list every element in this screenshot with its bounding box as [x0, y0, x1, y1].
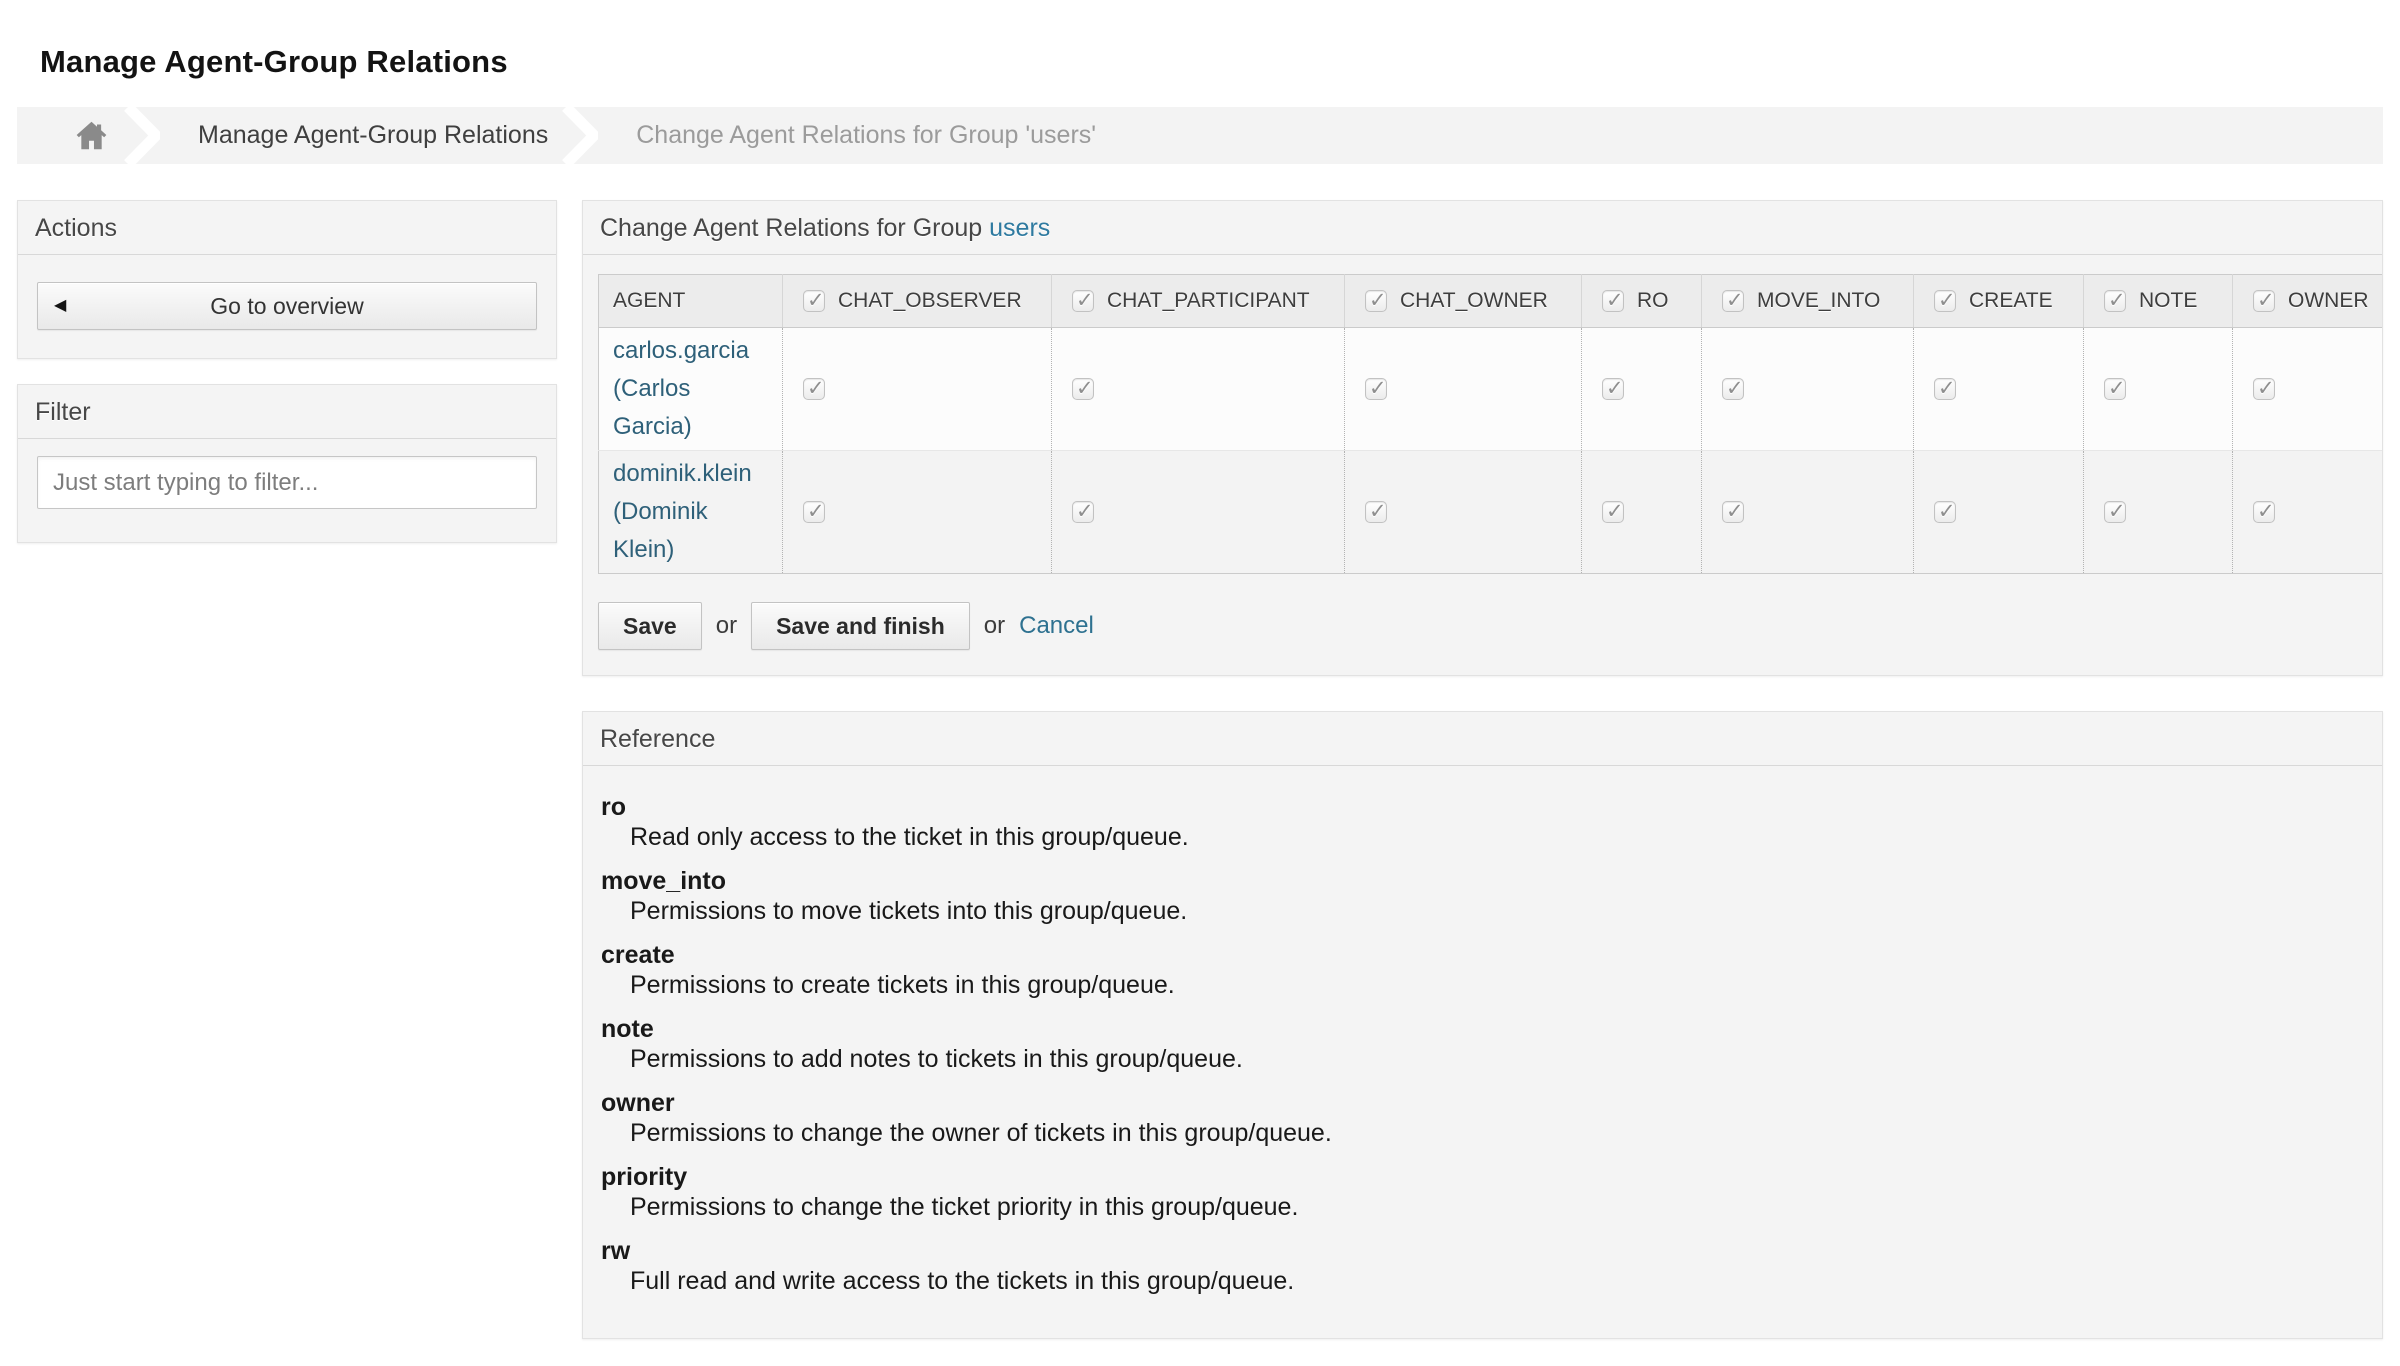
column-checkbox-chat_observer[interactable]: [803, 290, 825, 312]
agent-relations-widget-title: [583, 201, 2382, 255]
reference-description: Read only access to the ticket in this group/queue.: [630, 823, 1189, 851]
filter-input[interactable]: [37, 456, 537, 509]
agent-relations-widget: [582, 200, 2383, 676]
agent-row: [599, 451, 2383, 574]
reference-widget-title: Reference: [583, 712, 2382, 766]
relations-table: [598, 274, 2382, 574]
agent-cell: [599, 328, 783, 451]
column-label: RO: [1637, 289, 1669, 313]
permission-cell: [783, 451, 1052, 574]
permission-cell: [1582, 328, 1702, 451]
breadcrumb-item-manage-relations[interactable]: Manage Agent-Group Relations: [198, 121, 549, 149]
permission-checkbox-chat_owner[interactable]: [1365, 501, 1387, 523]
reference-widget: [582, 711, 2383, 1339]
column-label: OWNER: [2288, 289, 2369, 313]
permission-cell: [1052, 451, 1345, 574]
submit-row: [598, 602, 2382, 650]
permission-cell: [1582, 451, 1702, 574]
reference-description: Permissions to create tickets in this group/queue.: [630, 971, 1175, 999]
column-checkbox-note[interactable]: [2104, 290, 2126, 312]
save-button[interactable]: Save: [598, 602, 702, 650]
agent-relations-widget-body: [583, 255, 2382, 675]
permission-checkbox-create[interactable]: [1934, 378, 1956, 400]
breadcrumb-item-current: Change Agent Relations for Group 'users': [636, 121, 1097, 149]
agent-column-header: AGENT: [599, 275, 783, 328]
column-header-create: [1914, 275, 2084, 328]
reference-list: [601, 792, 2364, 1296]
save-and-finish-button[interactable]: Save and finish: [751, 602, 970, 650]
permission-cell: [1345, 328, 1582, 451]
main-content: [582, 200, 2383, 1339]
column-header-owner: [2233, 275, 2383, 328]
permission-cell: [2233, 451, 2383, 574]
reference-term: note: [601, 1015, 654, 1043]
column-label: CHAT_OWNER: [1400, 289, 1548, 313]
permission-cell: [1914, 328, 2084, 451]
or-text: or: [983, 612, 1006, 639]
column-label: MOVE_INTO: [1757, 289, 1881, 313]
reference-description: Permissions to change the owner of tickets in this group/queue.: [630, 1119, 1332, 1147]
permission-cell: [2084, 328, 2233, 451]
actions-widget-body: [18, 255, 556, 358]
go-to-overview-button[interactable]: [37, 282, 537, 330]
content-area: [17, 200, 2383, 1339]
agent-row: [599, 328, 2383, 451]
column-label: CHAT_PARTICIPANT: [1107, 289, 1310, 313]
column-checkbox-owner[interactable]: [2253, 290, 2275, 312]
relations-table-container: [598, 274, 2382, 574]
permission-checkbox-chat_observer[interactable]: [803, 378, 825, 400]
reference-description: Permissions to move tickets into this group/queue.: [630, 897, 1188, 925]
column-label: CREATE: [1969, 289, 2053, 313]
breadcrumb: [17, 107, 2383, 164]
column-header-chat_owner: [1345, 275, 1582, 328]
permission-checkbox-chat_participant[interactable]: [1072, 501, 1094, 523]
permission-checkbox-ro[interactable]: [1602, 501, 1624, 523]
filter-widget: [17, 384, 557, 543]
reference-term: move_into: [601, 867, 727, 895]
cancel-link[interactable]: Cancel: [1019, 612, 1094, 639]
permission-checkbox-create[interactable]: [1934, 501, 1956, 523]
permission-checkbox-chat_participant[interactable]: [1072, 378, 1094, 400]
reference-description: Permissions to add notes to tickets in this group/queue.: [630, 1045, 1243, 1073]
permission-cell: [1345, 451, 1582, 574]
column-label: NOTE: [2139, 289, 2198, 313]
reference-description: Permissions to change the ticket priority in this group/queue.: [630, 1193, 1299, 1221]
page-title: Manage Agent-Group Relations: [40, 44, 508, 79]
permission-cell: [1702, 451, 1914, 574]
actions-widget: [17, 200, 557, 359]
permission-checkbox-chat_owner[interactable]: [1365, 378, 1387, 400]
reference-description: Full read and write access to the tickets in this group/queue.: [630, 1267, 1295, 1295]
reference-term: ro: [601, 793, 626, 821]
permission-checkbox-chat_observer[interactable]: [803, 501, 825, 523]
agent-link[interactable]: carlos.garcia (Carlos Garcia): [613, 337, 750, 440]
column-header-move_into: [1702, 275, 1914, 328]
breadcrumb-home-link[interactable]: [17, 120, 124, 151]
permission-cell: [2233, 328, 2383, 451]
agent-link[interactable]: dominik.klein (Dominik Klein): [613, 460, 752, 563]
reference-term: create: [601, 941, 675, 969]
back-arrow-icon: ◀: [54, 297, 67, 314]
permission-cell: [2084, 451, 2233, 574]
column-label: CHAT_OBSERVER: [838, 289, 1022, 313]
column-header-chat_participant: [1052, 275, 1345, 328]
permission-checkbox-note[interactable]: [2104, 378, 2126, 400]
sidebar: [17, 200, 557, 543]
permission-cell: [783, 328, 1052, 451]
reference-widget-body: [583, 766, 2382, 1338]
column-checkbox-chat_participant[interactable]: [1072, 290, 1094, 312]
column-header-chat_observer: [783, 275, 1052, 328]
permission-checkbox-note[interactable]: [2104, 501, 2126, 523]
column-checkbox-create[interactable]: [1934, 290, 1956, 312]
column-checkbox-ro[interactable]: [1602, 290, 1624, 312]
group-users-link[interactable]: users: [989, 214, 1051, 242]
home-icon: [75, 120, 108, 151]
breadcrumb-chevron-icon: [562, 107, 598, 164]
column-checkbox-move_into[interactable]: [1722, 290, 1744, 312]
breadcrumb-chevron-icon: [124, 107, 160, 164]
filter-widget-title: Filter: [18, 385, 556, 439]
filter-widget-body: [18, 439, 556, 542]
table-header-row: [599, 275, 2383, 328]
column-header-ro: [1582, 275, 1702, 328]
permission-cell: [1914, 451, 2084, 574]
agent-cell: [599, 451, 783, 574]
relations-title-text: Change Agent Relations for Group: [600, 214, 983, 242]
permission-checkbox-ro[interactable]: [1602, 378, 1624, 400]
column-checkbox-chat_owner[interactable]: [1365, 290, 1387, 312]
reference-term: rw: [601, 1237, 631, 1265]
permission-checkbox-owner[interactable]: [2253, 501, 2275, 523]
or-text: or: [715, 612, 738, 639]
permission-cell: [1052, 328, 1345, 451]
permission-cell: [1702, 328, 1914, 451]
reference-term: priority: [601, 1163, 688, 1191]
permission-checkbox-move_into[interactable]: [1722, 378, 1744, 400]
actions-widget-title: Actions: [18, 201, 556, 255]
permission-checkbox-owner[interactable]: [2253, 378, 2275, 400]
reference-term: owner: [601, 1089, 675, 1117]
permission-checkbox-move_into[interactable]: [1722, 501, 1744, 523]
column-header-note: [2084, 275, 2233, 328]
go-to-overview-label: Go to overview: [210, 292, 364, 319]
